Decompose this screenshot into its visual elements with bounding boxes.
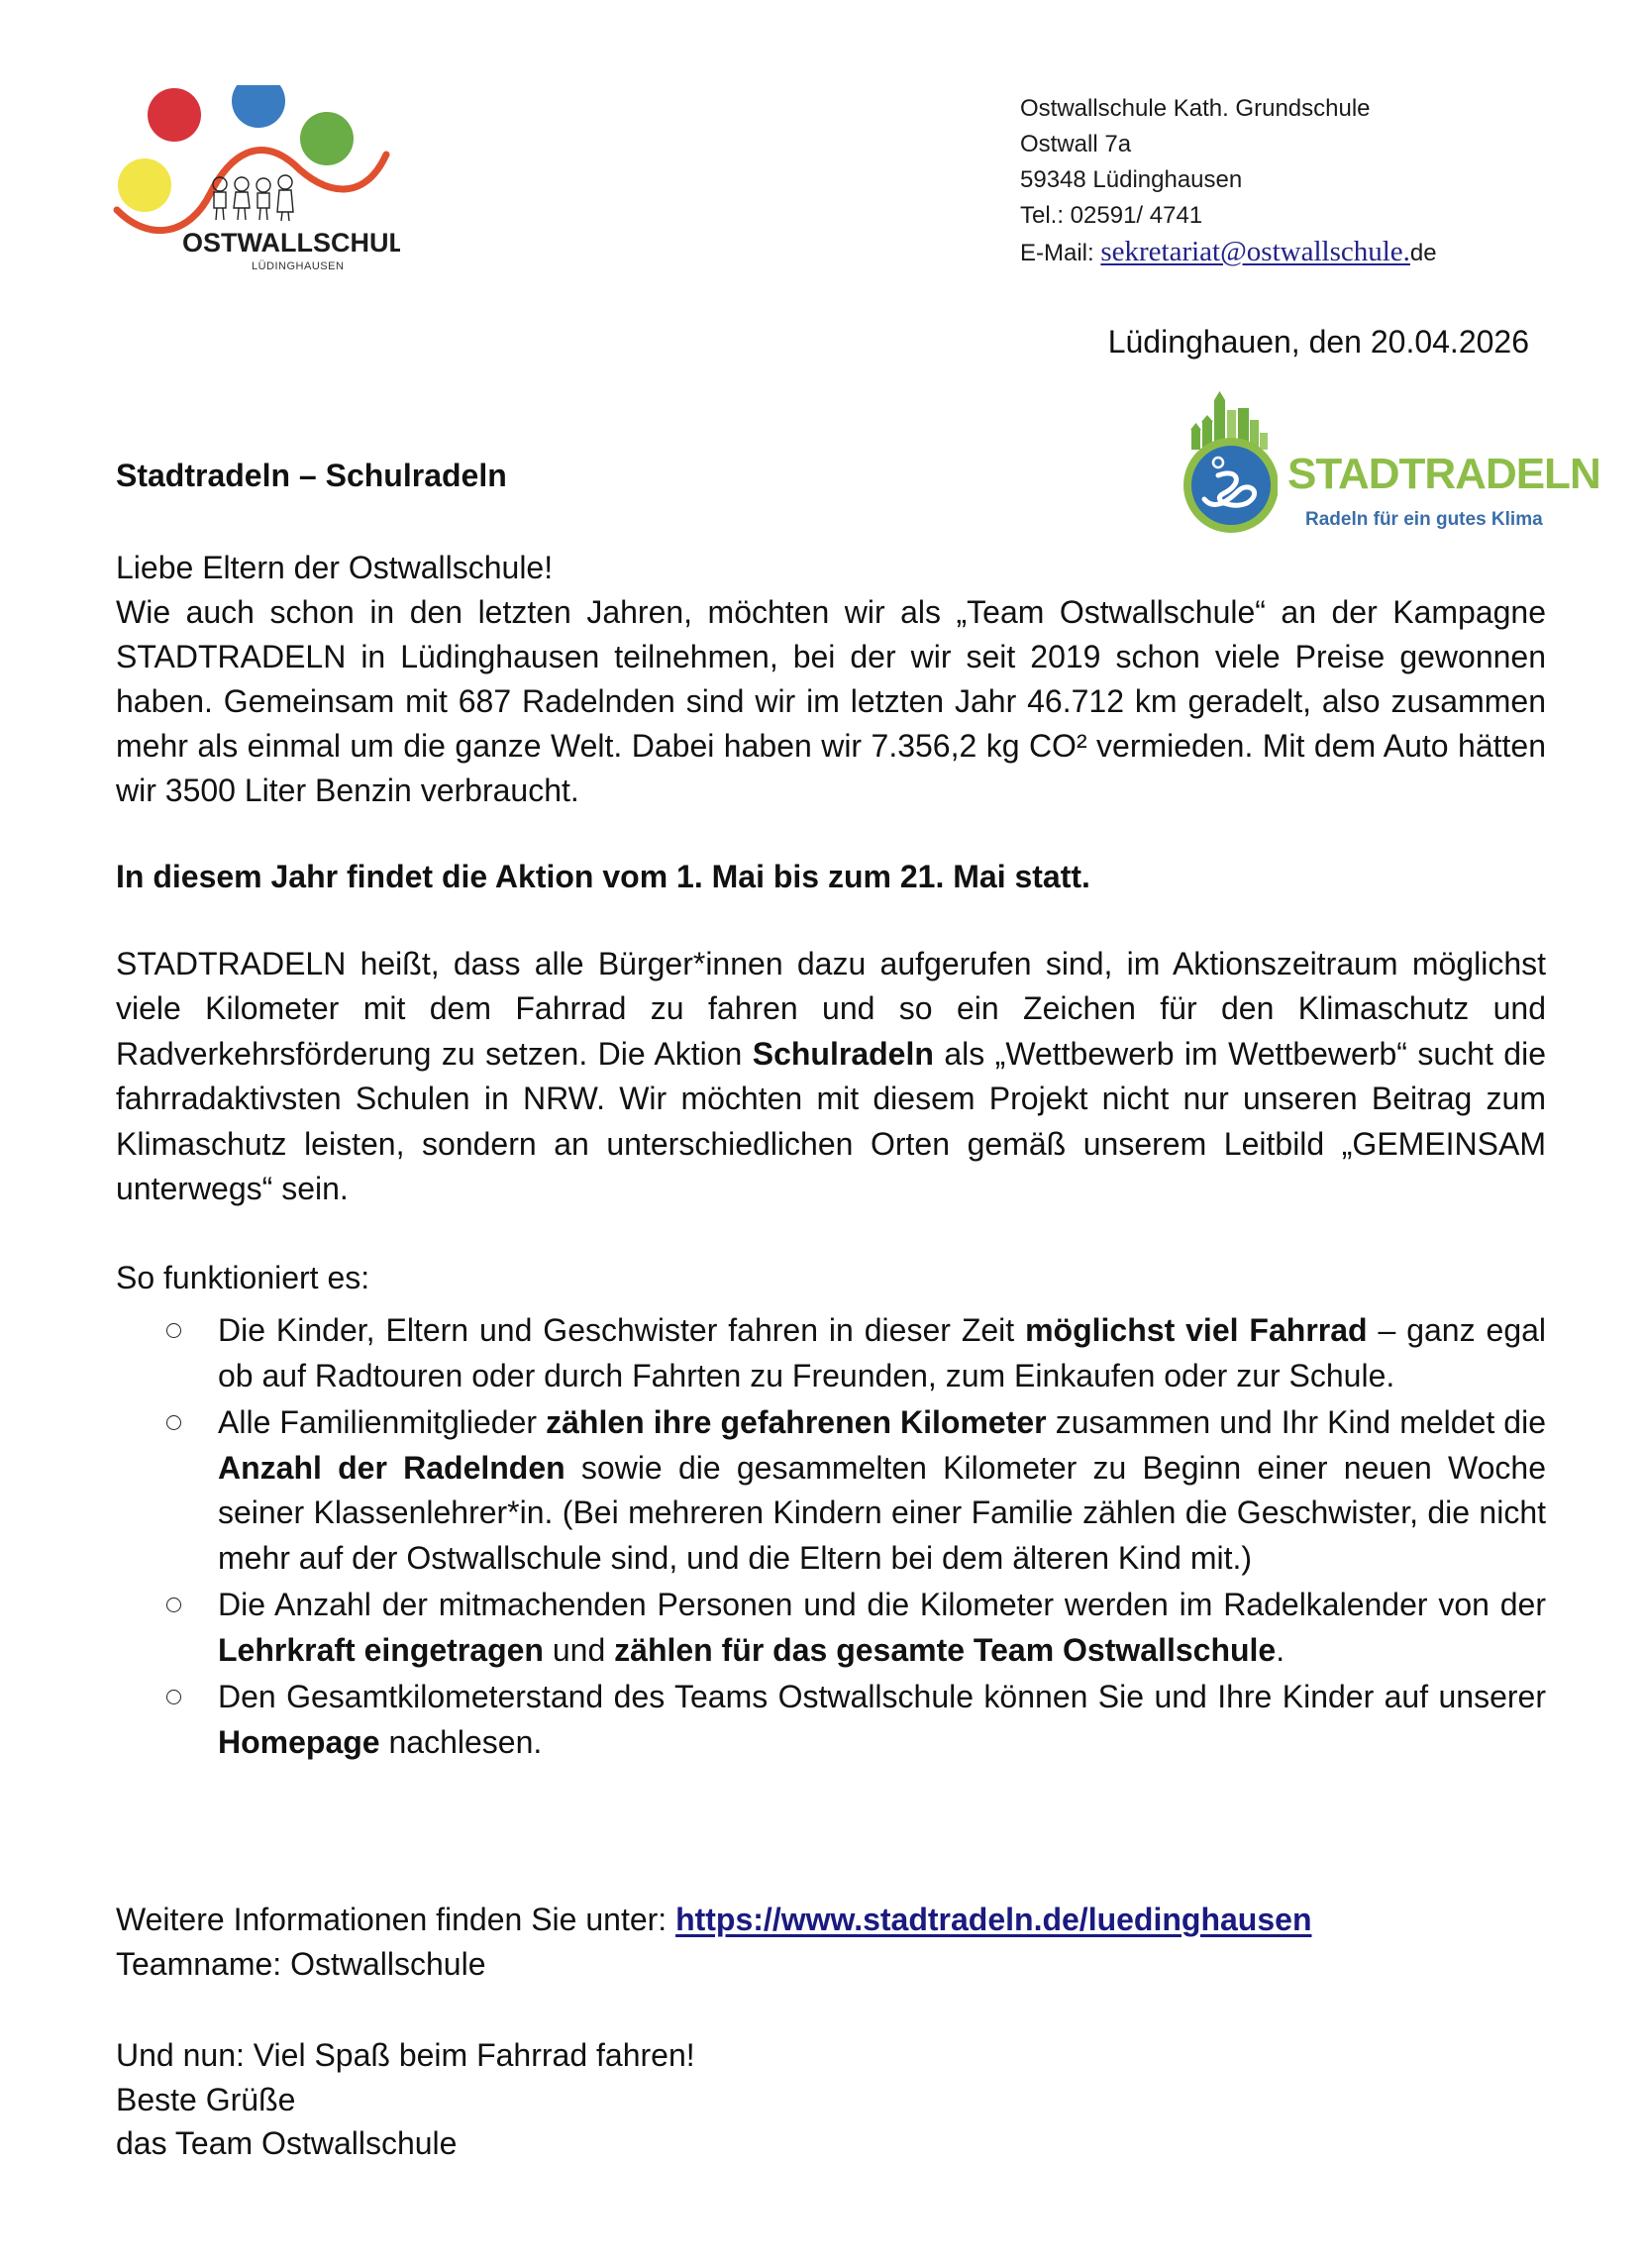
regards: Beste Grüße	[116, 2081, 296, 2117]
list-item	[116, 1675, 1546, 1765]
intro-section	[116, 546, 1546, 813]
list-item	[116, 1308, 1546, 1398]
step-bold-text: zählen ihre gefahrenen Kilometer	[546, 1404, 1047, 1440]
step-bold-text: zählen für das gesamte Team Ostwallschule	[614, 1631, 1277, 1668]
address-phone: Tel.: 02591/ 4741	[1020, 202, 1203, 229]
step-text: Die Kinder, Eltern und Geschwister fahren in dieser Zeit	[218, 1312, 1026, 1348]
para2-text-2: als „Wettbewerb im Wettbewerb“ sucht die fahrradaktivsten Schulen in NRW. Wir möchten mit diesem Projekt nicht nur unseren Beitrag zum Klimaschutz leisten, sondern an unterschiedlichen Orten gemäß unserem Leitbild „GEMEINSAM unterwegs“ sein.	[116, 1035, 1546, 1207]
intro-paragraph: Wie auch schon in den letzten Jahren, möchten wir als „Team Ostwallschule“ an der Kampagne STADTRADELN in Lüdinghausen teilnehmen, bei der wir seit 2019 schon viele Preise gewonnen haben. Gemeinsam mit 687 Radelnden sind wir im letzten Jahr 46.712 km geradelt, also zusammen mehr als einmal um die ganze Welt. Dabei haben wir 7.356,2 kg CO² vermieden. Mit dem Auto hätten wir 3500 Liter Benzin verbraucht.	[116, 594, 1546, 808]
email-suffix: de	[1409, 240, 1437, 266]
step-text: nachlesen.	[379, 1723, 543, 1760]
school-logo-name: OSTWALLSCHULE	[182, 228, 400, 258]
letter-date: Lüdinghauen, den 20.04.2026	[1107, 324, 1529, 360]
how-it-works-label: So funktioniert es:	[116, 1260, 370, 1295]
stadtradeln-url-link[interactable]: https://www.stadtradeln.de/luedinghausen	[675, 1902, 1312, 1937]
para2-bold-schulradeln: Schulradeln	[752, 1035, 934, 1072]
address-email-row	[1020, 234, 1437, 271]
email-label: E-Mail:	[1020, 240, 1101, 266]
campaign-dates-note: In diesem Jahr findet die Aktion vom 1. Mai bis zum 21. Mai statt.	[116, 859, 1090, 894]
greeting: Liebe Eltern der Ostwallschule!	[116, 550, 554, 585]
school-logo-subtitle: LÜDINGHAUSEN	[252, 260, 345, 272]
step-text: – ganz egal ob auf Radtouren oder durch Fahrten zu Freunden, zum Einkaufen oder zur Schule.	[218, 1312, 1547, 1393]
school-logo-graphic	[111, 85, 400, 279]
children-drawing-icon	[213, 175, 293, 221]
step-bold-text: Homepage	[218, 1723, 380, 1760]
letter-title: Stadtradeln – Schulradeln	[116, 458, 507, 493]
circle-bullet-icon	[166, 1598, 181, 1612]
address-city: 59348 Lüdinghausen	[1020, 166, 1243, 193]
school-logo	[111, 85, 400, 279]
stadtradeln-slogan: Radeln für ein gutes Klima	[1305, 509, 1543, 530]
step-text: zusammen und Ihr Kind meldet die	[1046, 1404, 1547, 1440]
address-street: Ostwall 7a	[1020, 131, 1132, 157]
circle-bullet-icon	[166, 1323, 181, 1338]
address-school-name: Ostwallschule Kath. Grundschule	[1020, 95, 1371, 122]
step-text: Die Anzahl der mitmachenden Personen und die Kilometer werden im Radelkalender von der	[218, 1587, 1546, 1622]
red-dot-icon	[148, 88, 201, 142]
step-text: und	[543, 1631, 615, 1668]
circle-bullet-icon	[166, 1690, 181, 1704]
step-bold-text: möglichst viel Fahrrad	[1025, 1312, 1368, 1348]
more-info-section	[116, 1898, 1546, 1987]
closing-line: Und nun: Viel Spaß beim Fahrrad fahren!	[116, 2037, 695, 2073]
signature: das Team Ostwallschule	[116, 2125, 458, 2161]
step-text: Alle Familienmitglieder	[218, 1404, 547, 1440]
step-text: .	[1276, 1631, 1285, 1668]
school-address	[1020, 91, 1437, 271]
list-item	[116, 1400, 1546, 1581]
email-link[interactable]: sekretariat@ostwallschule.	[1100, 236, 1410, 267]
step-text: Den Gesamtkilometerstand des Teams Ostwallschule können Sie und Ihre Kinder auf unserer	[218, 1679, 1546, 1714]
yellow-dot-icon	[118, 158, 171, 212]
closing-section	[116, 2033, 1546, 2166]
list-item	[116, 1583, 1546, 1673]
team-name: Teamname: Ostwallschule	[116, 1946, 486, 1982]
more-info-line	[116, 1898, 1546, 1942]
campaign-description-paragraph	[116, 942, 1546, 1211]
step-bold-text: Anzahl der Radelnden	[218, 1449, 565, 1486]
green-dot-icon	[300, 112, 354, 165]
more-info-label: Weitere Informationen finden Sie unter:	[116, 1902, 676, 1937]
step-text: sowie die gesammelten Kilometer zu Beginn einer neuen Woche seiner Klassenlehrer*in. (Bei mehreren Kindern einer Familie zählen die Geschwister, die nicht mehr auf der Ostwallschule sind, und die Eltern bei dem älteren Kind mit.)	[218, 1449, 1547, 1576]
para2-text-1: STADTRADELN heißt, dass alle Bürger*innen dazu aufgerufen sind, im Aktionszeitraum möglichst viele Kilometer mit dem Fahrrad zu fahren und so ein Zeichen für den Klimaschutz und Radverkehrsförderung zu setzen. Die Aktion	[116, 946, 1546, 1072]
blue-dot-icon	[232, 85, 285, 128]
step-bold-text: Lehrkraft eingetragen	[218, 1631, 544, 1668]
stadtradeln-wordmark: STADTRADELN	[1287, 450, 1600, 498]
circle-bullet-icon	[166, 1415, 181, 1430]
steps-list	[116, 1308, 1546, 1767]
